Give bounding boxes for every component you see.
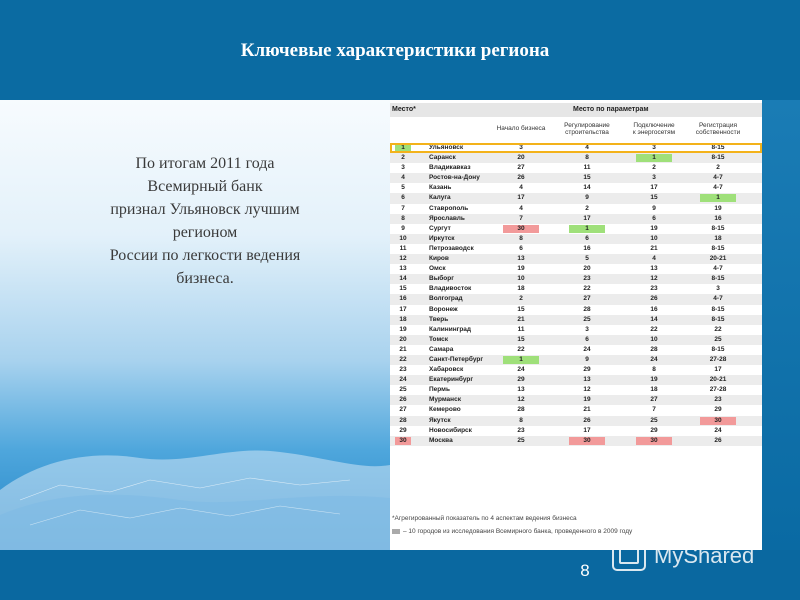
rank-cell: 13 xyxy=(399,265,407,273)
value-cell: 8-15 xyxy=(711,224,725,232)
value-cell: 20-21 xyxy=(709,376,727,384)
table-row xyxy=(390,436,762,446)
value-cell: 30 xyxy=(569,437,605,445)
value-cell: 19 xyxy=(650,224,658,232)
table-row xyxy=(390,426,762,436)
col-header-property: Регистрация собственности xyxy=(695,122,741,136)
value-cell: 7 xyxy=(652,406,656,414)
value-cell: 2 xyxy=(585,204,589,212)
col-header-start-business: Начало бизнеса xyxy=(496,125,546,132)
value-cell: 8-15 xyxy=(711,154,725,162)
value-cell: 4-7 xyxy=(713,265,723,273)
table-row xyxy=(390,385,762,395)
table-header-columns xyxy=(390,117,762,143)
city-name: Иркутск xyxy=(429,234,455,242)
value-cell: 3 xyxy=(652,144,656,151)
watermark-text: MyShared xyxy=(654,543,755,568)
value-cell: 4 xyxy=(519,184,523,192)
value-cell: 29 xyxy=(583,366,591,374)
rank-cell: 11 xyxy=(399,244,407,252)
rank-cell: 2 xyxy=(401,154,405,162)
value-cell: 17 xyxy=(517,194,525,202)
value-cell: 16 xyxy=(583,244,591,252)
city-name: Тверь xyxy=(429,315,449,323)
value-cell: 13 xyxy=(650,265,658,273)
selected-row-frame xyxy=(390,143,762,153)
table-row xyxy=(390,183,762,193)
table-row xyxy=(390,284,762,294)
table-row xyxy=(390,416,762,426)
value-cell: 1 xyxy=(569,225,605,233)
value-cell: 30 xyxy=(503,225,539,233)
value-cell: 20 xyxy=(517,154,525,162)
table-row xyxy=(390,163,762,173)
value-cell: 8-15 xyxy=(711,244,725,252)
table-row xyxy=(390,345,762,355)
value-cell: 4 xyxy=(519,204,523,212)
slide-title: Ключевые характеристики региона xyxy=(240,40,550,61)
value-cell: 1 xyxy=(636,154,672,162)
value-cell: 16 xyxy=(650,305,658,313)
value-cell: 6 xyxy=(585,335,589,343)
table-row xyxy=(390,234,762,244)
value-cell: 18 xyxy=(650,386,658,394)
rank-cell: 12 xyxy=(399,255,407,263)
value-cell: 29 xyxy=(714,406,722,414)
value-cell: 11 xyxy=(583,164,591,172)
caption-line: По итогам 2011 года xyxy=(135,155,275,172)
table-row xyxy=(390,365,762,375)
rank-cell: 5 xyxy=(401,184,405,192)
value-cell: 10 xyxy=(517,275,525,283)
value-cell: 8 xyxy=(652,366,656,374)
value-cell: 8 xyxy=(519,234,523,242)
rank-cell: 20 xyxy=(399,335,407,343)
value-cell: 28 xyxy=(650,345,658,353)
value-cell: 15 xyxy=(650,194,658,202)
table-row xyxy=(390,224,762,234)
value-cell: 29 xyxy=(650,426,658,434)
rank-cell: 7 xyxy=(401,204,405,212)
city-name: Выборг xyxy=(429,275,454,283)
value-cell: 27 xyxy=(583,295,591,303)
table-row xyxy=(390,274,762,284)
presentation-icon xyxy=(612,541,646,571)
table-row xyxy=(390,153,762,163)
value-cell: 5 xyxy=(585,255,589,263)
rank-cell: 24 xyxy=(399,376,407,384)
value-cell: 27 xyxy=(517,164,525,172)
city-name: Новосибирск xyxy=(429,426,472,434)
value-cell: 21 xyxy=(583,406,591,414)
value-cell: 3 xyxy=(652,174,656,182)
value-cell: 2 xyxy=(519,295,523,303)
table-row xyxy=(390,264,762,274)
rank-cell: 14 xyxy=(399,275,407,283)
city-name: Волгоград xyxy=(429,295,463,303)
caption-line: Всемирный банк xyxy=(147,178,263,195)
col-header-electricity: Подключение к энергосетям xyxy=(632,122,676,136)
value-cell: 24 xyxy=(650,355,658,363)
rank-cell: 30 xyxy=(395,437,411,445)
value-cell: 27 xyxy=(650,396,658,404)
value-cell: 21 xyxy=(517,315,525,323)
value-cell: 22 xyxy=(583,285,591,293)
value-cell: 21 xyxy=(650,244,658,252)
city-name: Якутск xyxy=(429,416,451,424)
value-cell: 13 xyxy=(583,376,591,384)
value-cell: 13 xyxy=(517,255,525,263)
value-cell: 6 xyxy=(652,214,656,222)
value-cell: 30 xyxy=(700,417,736,425)
col-header-construction: Регулирование строительства xyxy=(564,122,610,136)
value-cell: 8-15 xyxy=(711,345,725,353)
value-cell: 23 xyxy=(517,426,525,434)
value-cell: 25 xyxy=(714,335,722,343)
value-cell: 14 xyxy=(650,315,658,323)
note-cities: – 10 городов из исследования Всемирного банка, проведенного в 2009 году xyxy=(392,528,632,535)
value-cell: 6 xyxy=(519,244,523,252)
rank-cell: 18 xyxy=(399,315,407,323)
value-cell: 26 xyxy=(583,416,591,424)
value-cell: 4-7 xyxy=(713,184,723,192)
left-panel xyxy=(0,100,390,550)
rank-cell: 15 xyxy=(399,285,407,293)
value-cell: 13 xyxy=(517,386,525,394)
value-cell: 3 xyxy=(585,325,589,333)
city-name: Владикавказ xyxy=(429,164,471,172)
rank-cell: 8 xyxy=(401,214,405,222)
caption-text xyxy=(60,152,350,290)
value-cell: 16 xyxy=(714,214,722,222)
value-cell: 17 xyxy=(650,184,658,192)
rank-cell: 19 xyxy=(399,325,407,333)
city-name: Кемерово xyxy=(429,406,461,414)
city-name: Воронеж xyxy=(429,305,458,313)
value-cell: 22 xyxy=(650,325,658,333)
rank-cell: 10 xyxy=(399,234,407,242)
value-cell: 8-15 xyxy=(711,275,725,283)
value-cell: 15 xyxy=(517,335,525,343)
header-params: Место по параметрам xyxy=(573,106,649,113)
value-cell: 26 xyxy=(650,295,658,303)
city-name: Самара xyxy=(429,345,454,353)
value-cell: 15 xyxy=(583,174,591,182)
city-name: Ярославль xyxy=(429,214,465,222)
rank-cell: 29 xyxy=(399,426,407,434)
value-cell: 15 xyxy=(517,305,525,313)
rank-cell: 27 xyxy=(399,406,407,414)
value-cell: 2 xyxy=(716,164,720,172)
value-cell: 28 xyxy=(517,406,525,414)
value-cell: 30 xyxy=(636,437,672,445)
value-cell: 10 xyxy=(650,335,658,343)
rank-cell: 28 xyxy=(399,416,407,424)
value-cell: 18 xyxy=(517,285,525,293)
value-cell: 9 xyxy=(585,355,589,363)
value-cell: 17 xyxy=(714,366,722,374)
city-name: Санкт-Петербург xyxy=(429,355,484,363)
table-header-top xyxy=(390,103,762,117)
city-name: Владивосток xyxy=(429,285,472,293)
table-row xyxy=(390,405,762,415)
value-cell: 24 xyxy=(583,345,591,353)
value-cell: 17 xyxy=(583,426,591,434)
value-cell: 23 xyxy=(650,285,658,293)
value-cell: 20 xyxy=(583,265,591,273)
city-name: Пермь xyxy=(429,386,450,394)
value-cell: 8-15 xyxy=(711,315,725,323)
value-cell: 27-28 xyxy=(709,386,727,394)
table-row xyxy=(390,395,762,405)
header-place: Место* xyxy=(392,106,416,113)
city-name: Москва xyxy=(429,436,453,444)
city-name: Ставрополь xyxy=(429,204,469,212)
table-row xyxy=(390,375,762,385)
caption-line: регионом xyxy=(172,224,238,241)
city-name: Киров xyxy=(429,255,449,263)
value-cell: 22 xyxy=(517,345,525,353)
value-cell: 23 xyxy=(714,396,722,404)
value-cell: 19 xyxy=(714,204,722,212)
value-cell: 7 xyxy=(519,214,523,222)
value-cell: 24 xyxy=(714,426,722,434)
rank-cell: 1 xyxy=(395,144,411,152)
value-cell: 24 xyxy=(517,366,525,374)
city-name: Ульяновск xyxy=(429,144,464,151)
table-row xyxy=(390,335,762,345)
value-cell: 8-15 xyxy=(711,305,725,313)
city-name: Казань xyxy=(429,184,452,192)
city-name: Сургут xyxy=(429,224,451,232)
value-cell: 11 xyxy=(517,325,525,333)
value-cell: 18 xyxy=(714,234,722,242)
value-cell: 19 xyxy=(583,396,591,404)
caption-line: России по легкости ведения xyxy=(109,247,301,264)
rank-cell: 9 xyxy=(401,224,405,232)
map-decoration xyxy=(0,430,390,550)
table-row xyxy=(390,325,762,335)
legend-swatch xyxy=(392,529,400,534)
city-name: Томск xyxy=(429,335,449,343)
table-body xyxy=(390,143,762,446)
city-name: Саранск xyxy=(429,154,456,162)
value-cell: 20-21 xyxy=(709,255,727,263)
ranking-table xyxy=(390,100,762,550)
value-cell: 26 xyxy=(714,436,722,444)
slide-header xyxy=(0,0,800,100)
value-cell: 1 xyxy=(700,194,736,202)
value-cell: 8-15 xyxy=(711,144,725,151)
value-cell: 23 xyxy=(583,275,591,283)
value-cell: 12 xyxy=(517,396,525,404)
rank-cell: 22 xyxy=(399,355,407,363)
city-name: Омск xyxy=(429,265,446,273)
value-cell: 17 xyxy=(583,214,591,222)
value-cell: 3 xyxy=(716,285,720,293)
value-cell: 25 xyxy=(650,416,658,424)
rank-cell: 16 xyxy=(399,295,407,303)
city-name: Хабаровск xyxy=(429,366,464,374)
value-cell: 2 xyxy=(652,164,656,172)
rank-cell: 3 xyxy=(401,164,405,172)
value-cell: 27-28 xyxy=(709,355,727,363)
table-row xyxy=(390,204,762,214)
value-cell: 8 xyxy=(519,416,523,424)
rank-cell: 17 xyxy=(399,305,407,313)
city-name: Калининград xyxy=(429,325,472,333)
rank-cell: 25 xyxy=(399,386,407,394)
rank-cell: 4 xyxy=(401,174,405,182)
rank-cell: 23 xyxy=(399,366,407,374)
value-cell: 10 xyxy=(650,234,658,242)
city-name: Мурманск xyxy=(429,396,461,404)
watermark xyxy=(612,539,754,573)
value-cell: 6 xyxy=(585,234,589,242)
city-name: Екатеринбург xyxy=(429,376,474,384)
table-row xyxy=(390,294,762,304)
table-row xyxy=(390,315,762,325)
rank-cell: 6 xyxy=(401,194,405,202)
rank-cell: 26 xyxy=(399,396,407,404)
value-cell: 25 xyxy=(517,436,525,444)
table-row xyxy=(390,254,762,264)
value-cell: 28 xyxy=(583,305,591,313)
value-cell: 26 xyxy=(517,174,525,182)
value-cell: 22 xyxy=(714,325,722,333)
value-cell: 4-7 xyxy=(713,295,723,303)
value-cell: 12 xyxy=(583,386,591,394)
city-name: Ростов-на-Дону xyxy=(429,174,480,182)
value-cell: 12 xyxy=(650,275,658,283)
value-cell: 4 xyxy=(585,144,589,151)
table-row xyxy=(390,214,762,224)
value-cell: 14 xyxy=(583,184,591,192)
caption-line: бизнеса. xyxy=(176,270,234,287)
table-row xyxy=(390,173,762,183)
caption-line: признал Ульяновск лучшим xyxy=(110,201,300,218)
table-row xyxy=(390,244,762,254)
value-cell: 4 xyxy=(652,255,656,263)
value-cell: 25 xyxy=(583,315,591,323)
value-cell: 29 xyxy=(517,376,525,384)
table-row xyxy=(390,355,762,365)
value-cell: 3 xyxy=(519,144,523,151)
page-number: 8 xyxy=(580,561,590,580)
value-cell: 19 xyxy=(650,376,658,384)
table-row xyxy=(390,193,762,203)
value-cell: 9 xyxy=(652,204,656,212)
value-cell: 1 xyxy=(503,356,539,364)
note-aggregate: *Агрегированный показатель по 4 аспектам ведения бизнеса xyxy=(392,515,577,522)
city-name: Петрозаводск xyxy=(429,244,474,252)
city-name: Калуга xyxy=(429,194,451,202)
value-cell: 19 xyxy=(517,265,525,273)
right-strip xyxy=(762,100,800,550)
rank-cell: 21 xyxy=(399,345,407,353)
value-cell: 8 xyxy=(585,154,589,162)
table-row xyxy=(390,305,762,315)
value-cell: 9 xyxy=(585,194,589,202)
value-cell: 4-7 xyxy=(713,174,723,182)
